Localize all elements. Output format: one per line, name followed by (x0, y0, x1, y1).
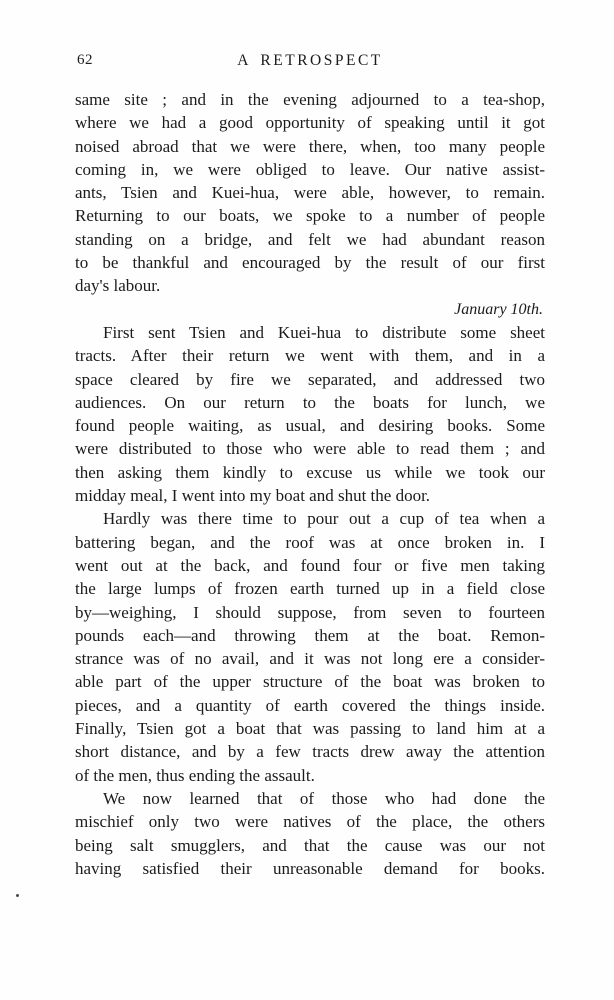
text-line: noised abroad that we were there, when, too many people (75, 136, 545, 156)
text-line: We now learned that of those who had done the (103, 788, 545, 808)
text-line: Hardly was there time to pour out a cup of tea when a (103, 509, 545, 529)
text-line: to be thankful and encouraged by the result of our first (75, 253, 545, 273)
paragraph (75, 507, 545, 787)
text-line: ants, Tsien and Kuei-hua, were able, however, to remain. (75, 183, 545, 203)
paragraph (75, 787, 545, 880)
text-line: pounds each—and throwing them at the boat. Remon- (75, 625, 545, 645)
running-header (75, 52, 545, 74)
text-line: tracts. After their return we went with them, and in a (75, 346, 545, 366)
paragraph (75, 321, 545, 507)
page-body-text (75, 88, 545, 880)
text-line: able part of the upper structure of the boat was broken to (75, 672, 545, 692)
text-line: where we had a good opportunity of speaking until it got (75, 113, 545, 133)
text-line: found people waiting, as usual, and desiring books. Some (75, 416, 545, 436)
date-heading: January 10th. (454, 300, 543, 318)
text-line: then asking them kindly to excuse us while we took our (75, 462, 545, 482)
text-line: same site ; and in the evening adjourned to a tea-shop, (75, 90, 545, 109)
text-line: being salt smugglers, and that the cause was our not (75, 835, 545, 855)
text-line: midday meal, I went into my boat and shut the door. (75, 486, 431, 506)
text-line: battering began, and the roof was at once broken in. I (75, 532, 545, 552)
text-line: were distributed to those who were able to read them ; and (75, 439, 545, 459)
text-line: Finally, Tsien got a boat that was passing to land him at a (75, 719, 545, 739)
text-line: having satisfied their unreasonable demand for books. (75, 858, 545, 878)
header-title: A RETROSPECT (237, 52, 383, 69)
text-line: by—weighing, I should suppose, from seven to fourteen (75, 602, 545, 622)
text-line: of the men, thus ending the assault. (75, 765, 315, 785)
text-line: coming in, we were obliged to leave. Our native assist- (75, 159, 545, 179)
text-line: mischief only two were natives of the place, the others (75, 812, 545, 832)
text-line: the large lumps of frozen earth turned up in a field close (75, 579, 545, 599)
text-line: Returning to our boats, we spoke to a number of people (75, 206, 545, 226)
page-number: 62 (77, 52, 93, 68)
text-line: audiences. On our return to the boats for lunch, we (75, 392, 545, 412)
text-line: First sent Tsien and Kuei-hua to distribute some sheet (103, 322, 545, 342)
text-line: went out at the back, and found four or five men taking (75, 555, 545, 575)
text-line: space cleared by fire we separated, and addressed two (75, 369, 545, 389)
text-line: strance was of no avail, and it was not long ere a consider- (75, 649, 545, 669)
scan-artifact-dot (16, 894, 19, 897)
text-line: day's labour. (75, 276, 161, 296)
text-line: pieces, and a quantity of earth covered the things inside. (75, 695, 545, 715)
paragraph (75, 88, 545, 298)
text-line: standing on a bridge, and felt we had abundant reason (75, 229, 545, 249)
text-line: short distance, and by a few tracts drew away the attention (75, 742, 545, 762)
